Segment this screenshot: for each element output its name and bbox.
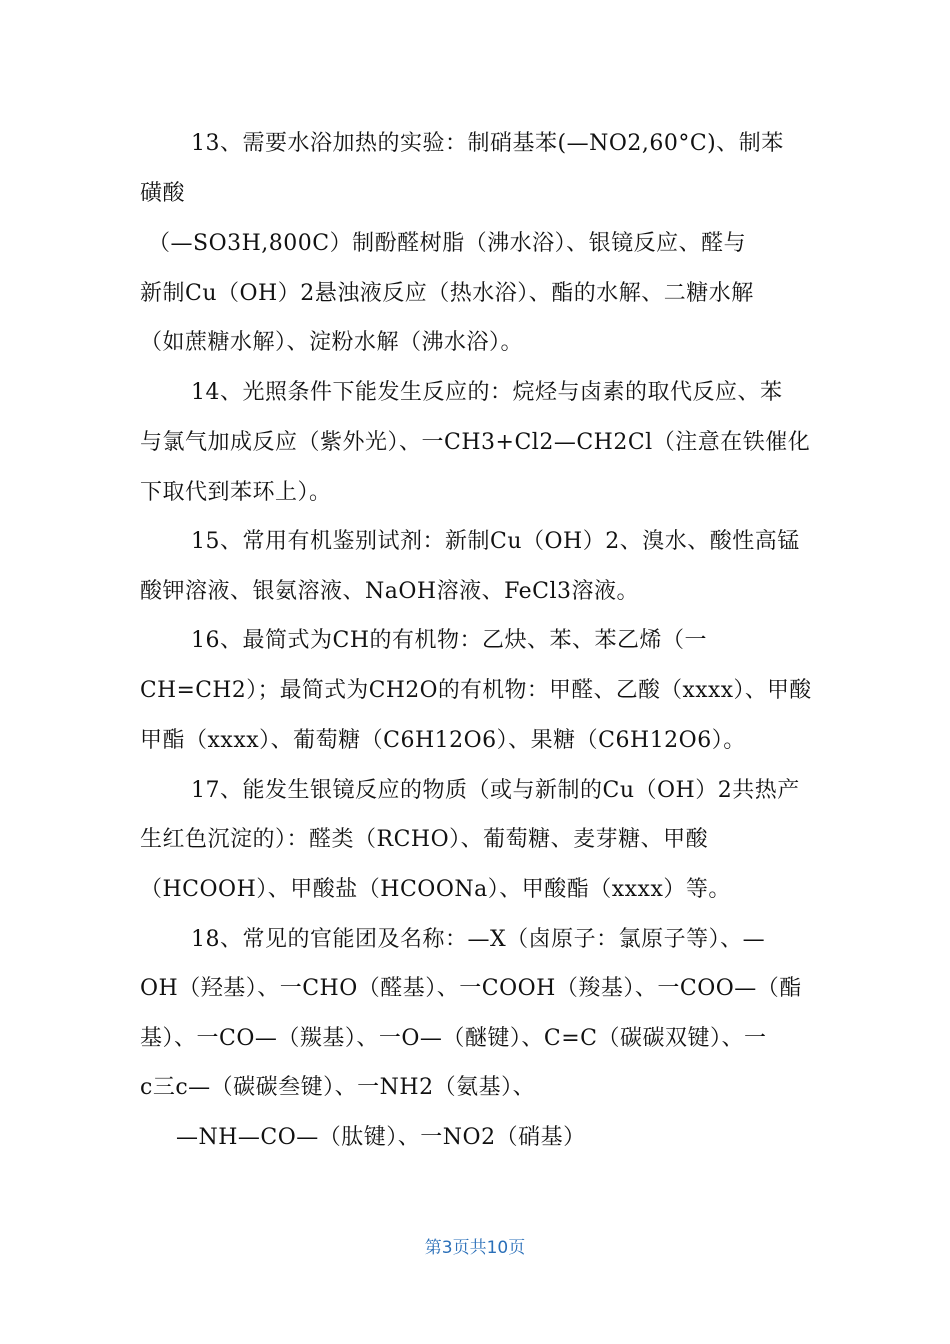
- p14-line-2: 与氯气加成反应（紫外光）、一CH3+Cl2—CH2Cl（注意在铁催化: [140, 430, 811, 455]
- p13-line-5: （如蔗糖水解）、淀粉水解（沸水浴）。: [140, 330, 524, 355]
- p13-line-3: （—SO3H,800C）制酚醛树脂（沸水浴）、银镜反应、醛与: [148, 231, 747, 256]
- p16-line-1: 16、最简式为CH的有机物：乙炔、苯、苯乙烯（一: [191, 628, 708, 653]
- p15-line-1: 15、常用有机鉴别试剂：新制Cu（OH）2、溴水、酸性高锰: [191, 529, 800, 554]
- p18-line-1: 18、常见的官能团及名称：—X（卤原子：氯原子等）、—: [191, 927, 766, 952]
- p18-line-2: OH（羟基）、一CHO（醛基）、一COOH（羧基）、一COO—（酯: [140, 976, 802, 1001]
- p17-line-1: 17、能发生银镜反应的物质（或与新制的Cu（OH）2共热产: [191, 778, 800, 803]
- p14-line-3: 下取代到苯环上）。: [140, 480, 332, 505]
- p17-line-2: 生红色沉淀的）：醛类（RCHO）、葡萄糖、麦芽糖、甲酸: [140, 827, 709, 852]
- page-number-footer: 第3页共10页: [424, 1238, 526, 1258]
- p16-line-2: CH=CH2）；最简式为CH2O的有机物：甲醛、乙酸（xxxx）、甲酸: [140, 678, 812, 703]
- p17-line-3: （HCOOH）、甲酸盐（HCOONa）、甲酸酯（xxxx）等。: [140, 877, 731, 902]
- p13-line-4: 新制Cu（OH）2悬浊液反应（热水浴）、酯的水解、二糖水解: [140, 281, 754, 306]
- p18-line-5: —NH—CO—（肽键）、一NO2（硝基）: [176, 1125, 586, 1150]
- p14-line-1: 14、光照条件下能发生反应的：烷烃与卤素的取代反应、苯: [191, 380, 783, 405]
- p13-line-1: 13、需要水浴加热的实验：制硝基苯(—NO2,60°C)、制苯: [191, 131, 784, 156]
- p18-line-3: 基）、一CO—（羰基）、一O—（醚键）、C=C（碳碳双键）、一: [140, 1026, 767, 1051]
- p16-line-3: 甲酯（xxxx）、葡萄糖（C6H12O6）、果糖（C6H12O6）。: [140, 728, 746, 753]
- p13-line-2: 磺酸: [140, 181, 186, 206]
- p18-line-4: c三c—（碳碳叁键）、一NH2（氨基）、: [140, 1075, 536, 1100]
- p15-line-2: 酸钾溶液、银氨溶液、NaOH溶液、FeCl3溶液。: [140, 579, 640, 604]
